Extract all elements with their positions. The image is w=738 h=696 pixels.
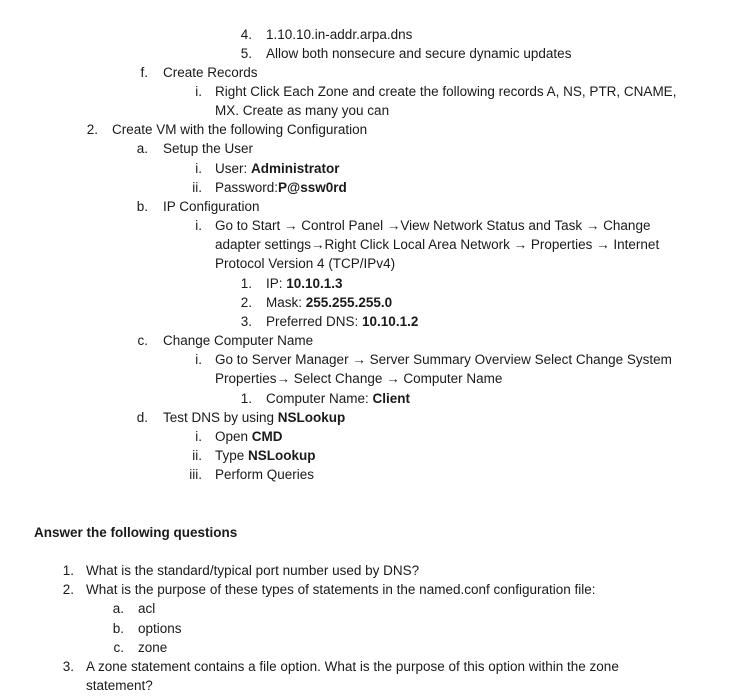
- list-item: [266, 312, 418, 331]
- list-item: Setup the User: [163, 141, 254, 156]
- field-value: 10.10.1.3: [286, 276, 343, 291]
- list-item: Change Computer Name: [163, 333, 314, 348]
- sub-question: options: [138, 621, 182, 636]
- list-item: [215, 178, 347, 197]
- field-label: Computer Name:: [266, 391, 373, 406]
- list-marker: 3.: [240, 314, 252, 329]
- list-item: Go to Start → Control Panel →View Network Status and Task → Change: [215, 218, 651, 233]
- field-value: 10.10.1.2: [362, 314, 419, 329]
- list-marker: iii.: [189, 467, 202, 482]
- list-item: [215, 159, 340, 178]
- sub-question: acl: [138, 601, 156, 616]
- field-value: P@ssw0rd: [278, 180, 347, 195]
- list-item: IP Configuration: [163, 199, 260, 214]
- list-marker: i.: [195, 218, 202, 233]
- list-item-continuation: MX. Create as many you can: [215, 103, 390, 118]
- list-marker: 1.: [240, 276, 252, 291]
- field-value: CMD: [251, 429, 283, 444]
- list-marker: ii.: [192, 448, 202, 463]
- field-value: NSLookup: [248, 448, 316, 463]
- list-marker: b.: [112, 621, 124, 636]
- field-label: Open: [215, 429, 252, 444]
- list-item: Create Records: [163, 65, 258, 80]
- list-item: Perform Queries: [215, 467, 315, 482]
- list-item: Right Click Each Zone and create the following records A, NS, PTR, CNAME,: [215, 84, 677, 99]
- list-item: [163, 408, 345, 427]
- list-item-continuation: Protocol Version 4 (TCP/IPv4): [215, 256, 396, 271]
- question: What is the purpose of these types of statements in the named.conf configuration file:: [86, 582, 596, 597]
- question: What is the standard/typical port number used by DNS?: [86, 563, 420, 578]
- list-marker: a.: [136, 141, 148, 156]
- list-marker: i.: [195, 352, 202, 367]
- sub-question: zone: [138, 640, 168, 655]
- list-item: Go to Server Manager → Server Summary Overview Select Change System: [215, 352, 672, 367]
- list-marker: d.: [136, 410, 148, 425]
- item-text: Test DNS by using: [163, 410, 278, 425]
- list-marker: 1.: [62, 563, 74, 578]
- section-heading: Create VM with the following Configuration: [112, 122, 368, 137]
- list-item: [215, 446, 316, 465]
- list-marker: i.: [195, 161, 202, 176]
- field-value: 255.255.255.0: [305, 295, 393, 310]
- list-item-continuation: Properties→ Select Change → Computer Name: [215, 371, 503, 386]
- field-label: IP:: [266, 276, 287, 291]
- field-label: Type: [215, 448, 249, 463]
- field-value: Administrator: [251, 161, 340, 176]
- item-emphasis: NSLookup: [277, 410, 346, 425]
- field-label: Mask:: [266, 295, 306, 310]
- questions-heading: Answer the following questions: [34, 525, 238, 540]
- list-marker: c.: [113, 640, 124, 655]
- field-label: Password:: [215, 180, 279, 195]
- list-marker: ii.: [192, 180, 202, 195]
- question-continuation: statement?: [86, 678, 153, 693]
- list-item-continuation: adapter settings→Right Click Local Area Network → Properties → Internet: [215, 237, 660, 252]
- field-label: User:: [215, 161, 252, 176]
- list-marker: i.: [195, 84, 202, 99]
- list-marker: a.: [112, 601, 124, 616]
- list-marker: 5.: [240, 46, 252, 61]
- list-item: Allow both nonsecure and secure dynamic updates: [266, 46, 572, 61]
- list-marker: 4.: [240, 27, 252, 42]
- list-item: [215, 427, 283, 446]
- list-marker: b.: [136, 199, 148, 214]
- list-item: [266, 274, 343, 293]
- list-marker: 3.: [62, 659, 74, 674]
- question: A zone statement contains a file option. What is the purpose of this option within the zone: [86, 659, 619, 674]
- list-marker: 2.: [86, 122, 98, 137]
- list-marker: f.: [140, 65, 148, 80]
- list-marker: 2.: [240, 295, 252, 310]
- list-item: [266, 293, 392, 312]
- list-marker: 2.: [62, 582, 74, 597]
- field-label: Preferred DNS:: [266, 314, 363, 329]
- list-item: [266, 389, 410, 408]
- list-marker: c.: [137, 333, 148, 348]
- list-marker: 1.: [240, 391, 252, 406]
- list-item: 1.10.10.in-addr.arpa.dns: [266, 27, 413, 42]
- list-marker: i.: [195, 429, 202, 444]
- field-value: Client: [372, 391, 411, 406]
